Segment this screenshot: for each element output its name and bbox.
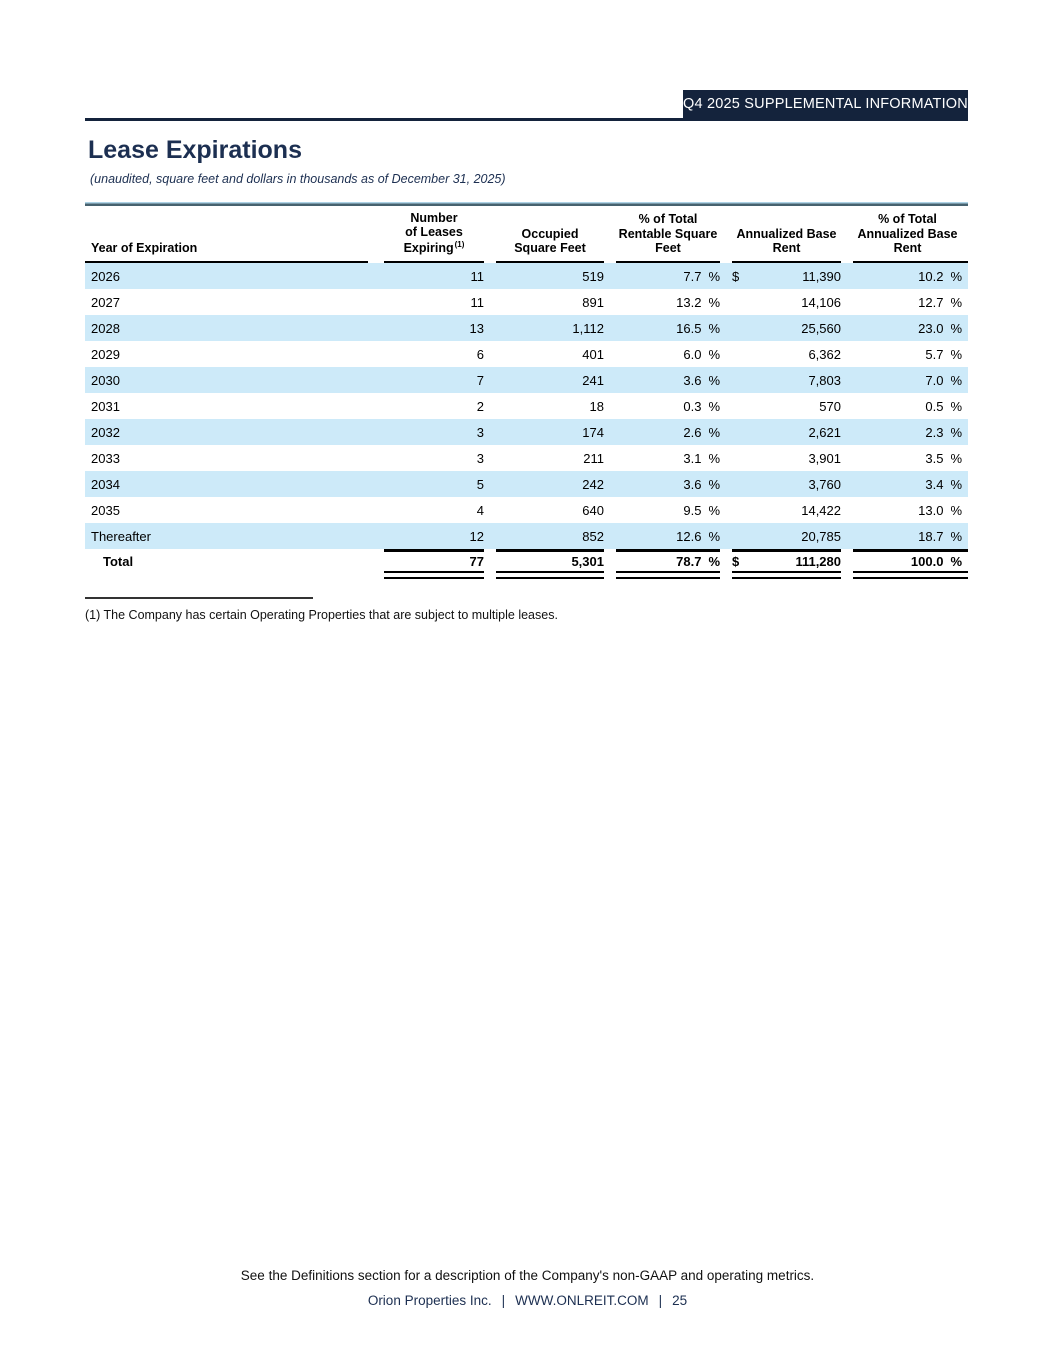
percent-sign: % — [950, 502, 962, 518]
cell-occupied-square-feet: 242 — [582, 476, 604, 492]
cell-annualized-base-rent: 570 — [819, 398, 841, 414]
percent-sign: % — [950, 398, 962, 414]
col-header-occupied_sqft: Occupied Square Feet — [490, 206, 610, 263]
cell-occupied-square-feet: 401 — [582, 346, 604, 362]
footnote: (1) The Company has certain Operating Properties that are subject to multiple leases. — [85, 608, 558, 622]
page-title: Lease Expirations — [88, 136, 302, 164]
cell-pct-annualized-base-rent: 18.7 % — [918, 528, 962, 544]
percent-sign: % — [708, 268, 720, 284]
cell-year: 2031 — [91, 398, 120, 414]
table-row — [85, 263, 968, 289]
table-row — [85, 445, 968, 471]
cell-leases-expiring: 6 — [476, 346, 484, 362]
table-row — [85, 289, 968, 315]
cell-pct-annualized-base-rent: 7.0 % — [925, 372, 962, 388]
footer-company: Orion Properties Inc. — [367, 1293, 492, 1308]
table-total-row — [85, 549, 968, 580]
cell-occupied-square-feet: 519 — [582, 268, 604, 284]
cell-leases-expiring: 2 — [476, 398, 484, 414]
percent-sign: % — [950, 346, 962, 362]
cell-leases-expiring: 5 — [476, 476, 484, 492]
cell-annualized-base-rent: 2,621 — [808, 424, 841, 440]
total-top-rule — [616, 549, 720, 552]
footnote-marker: (1) — [454, 240, 465, 250]
cell-occupied-square-feet: 640 — [582, 502, 604, 518]
percent-sign: % — [708, 320, 720, 336]
percent-sign: % — [708, 528, 720, 544]
cell-annualized-base-rent: 7,803 — [808, 372, 841, 388]
cell-year: 2032 — [91, 424, 120, 440]
percent-sign: % — [708, 346, 720, 362]
percent-sign: % — [708, 372, 720, 388]
table-row — [85, 497, 968, 523]
cell-leases-expiring: 3 — [476, 424, 484, 440]
col-header-annualized_base_rent: Annualized Base Rent — [726, 206, 847, 263]
cell-leases-expiring: 11 — [470, 294, 484, 310]
cell-year: 2026 — [91, 268, 120, 284]
percent-sign: % — [708, 476, 720, 492]
total-top-rule — [384, 549, 484, 552]
cell-annualized-base-rent: 20,785 — [801, 528, 841, 544]
percent-sign: % — [708, 424, 720, 440]
footer-page-number: 25 — [672, 1293, 688, 1308]
table-row — [85, 393, 968, 419]
cell-annualized-base-rent: 14,106 — [801, 294, 841, 310]
cell-pct-annualized-base-rent: 3.5 % — [925, 450, 962, 466]
percent-sign: % — [708, 502, 720, 518]
cell-pct-annualized-base-rent: 3.4 % — [925, 476, 962, 492]
table-row — [85, 315, 968, 341]
total-double-rule — [616, 571, 720, 579]
lease-expirations-table-wrap — [85, 202, 968, 580]
table-body — [85, 263, 968, 580]
table-header — [85, 206, 968, 263]
percent-sign: % — [708, 398, 720, 414]
table-row — [85, 523, 968, 549]
cell-year: 2029 — [91, 346, 120, 362]
col-header-pct_annualized_base_rent: % of Total Annualized Base Rent — [847, 206, 968, 263]
cell-occupied-square-feet: 241 — [582, 372, 604, 388]
cell-annualized-base-rent: 3,901 — [808, 450, 841, 466]
cell-pct-annualized-base-rent: 5.7 % — [925, 346, 962, 362]
cell-annualized-base-rent: 25,560 — [801, 320, 841, 336]
footer-company-line — [0, 1293, 1055, 1308]
cell-leases-expiring: 3 — [476, 450, 484, 466]
cell-leases-expiring: 4 — [476, 502, 484, 518]
cell-pct-annualized-base-rent: 10.2 % — [918, 268, 962, 284]
total-double-rule — [384, 571, 484, 579]
percent-sign: % — [708, 554, 720, 569]
footnote-rule — [85, 597, 313, 599]
total-double-rule — [732, 571, 841, 579]
cell-leases-expiring: 12 — [469, 528, 484, 544]
cell-pct-rentable-square-feet: 9.5 % — [683, 502, 720, 518]
cell-pct-rentable-square-feet: 3.1 % — [683, 450, 720, 466]
cell-year: 2028 — [91, 320, 120, 336]
percent-sign: % — [950, 528, 962, 544]
percent-sign: % — [950, 424, 962, 440]
footer-separator: | — [501, 1293, 506, 1308]
percent-sign: % — [950, 268, 962, 284]
cell-year: 2034 — [91, 476, 120, 492]
cell-year: 2033 — [91, 450, 120, 466]
table-header-row — [85, 206, 968, 263]
percent-sign: % — [950, 294, 962, 310]
cell-pct-rentable-square-feet: 0.3 % — [683, 398, 720, 414]
cell-occupied-square-feet: 174 — [582, 424, 604, 440]
cell-annualized-base-rent: 6,362 — [808, 346, 841, 362]
cell-occupied-square-feet: 1,112 — [572, 320, 604, 336]
percent-sign: % — [950, 450, 962, 466]
cell-year: 2030 — [91, 372, 120, 388]
cell-year: Thereafter — [91, 528, 151, 544]
cell-leases-expiring: 7 — [476, 372, 484, 388]
cell-pct-annualized-base-rent: 12.7 % — [918, 294, 962, 310]
header-rule — [85, 118, 968, 121]
cell-pct-rentable-square-feet: 13.2 % — [676, 294, 720, 310]
col-header-year: Year of Expiration — [85, 206, 378, 263]
footer-url: WWW.ONLREIT.COM — [515, 1293, 649, 1308]
cell-total-annualized-base-rent: $ 111,280 — [726, 549, 847, 580]
cell-occupied-square-feet: 852 — [582, 528, 604, 544]
col-header-leases: Number of Leases Expiring$^{(1)}$ — [378, 206, 490, 263]
cell-pct-annualized-base-rent: 13.0 % — [918, 502, 962, 518]
page-subtitle: (unaudited, square feet and dollars in thousands as of December 31, 2025) — [90, 172, 506, 186]
cell-total-occupied-square-feet: 5,301 — [490, 549, 610, 580]
cell-total-label: Total — [103, 554, 134, 569]
supplemental-info-banner: Q4 2025 SUPPLEMENTAL INFORMATION — [683, 90, 968, 118]
total-top-rule — [853, 549, 968, 552]
cell-leases-expiring: 13 — [469, 320, 484, 336]
cell-total-pct-rentable-square-feet: 78.7 % — [610, 549, 726, 580]
cell-leases-expiring: 11 — [470, 268, 484, 284]
cell-pct-rentable-square-feet: 2.6 % — [683, 424, 720, 440]
cell-occupied-square-feet: 211 — [583, 450, 604, 466]
cell-pct-rentable-square-feet: 7.7 % — [683, 268, 720, 284]
lease-expirations-table — [85, 206, 968, 580]
total-double-rule — [853, 571, 968, 579]
cell-pct-rentable-square-feet: 3.6 % — [683, 476, 720, 492]
footer-definitions-note: See the Definitions section for a description of the Company's non-GAAP and operating metrics. — [240, 1268, 815, 1283]
cell-pct-annualized-base-rent: 23.0 % — [918, 320, 962, 336]
total-top-rule — [732, 549, 841, 552]
cell-year: 2027 — [91, 294, 120, 310]
percent-sign: % — [950, 320, 962, 336]
table-row — [85, 471, 968, 497]
col-header-pct_rentable_sqft: % of Total Rentable Square Feet — [610, 206, 726, 263]
cell-annualized-base-rent: $ 11,390 — [732, 268, 841, 284]
cell-occupied-square-feet: 18 — [589, 398, 604, 414]
cell-pct-rentable-square-feet: 12.6 % — [676, 528, 720, 544]
cell-pct-rentable-square-feet: 3.6 % — [683, 372, 720, 388]
dollar-sign: $ — [732, 554, 740, 569]
cell-pct-rentable-square-feet: 16.5 % — [676, 320, 720, 336]
total-double-rule — [496, 571, 604, 579]
percent-sign: % — [950, 372, 962, 388]
percent-sign: % — [708, 450, 720, 466]
table-row — [85, 341, 968, 367]
cell-annualized-base-rent: 3,760 — [808, 476, 841, 492]
total-top-rule — [496, 549, 604, 552]
footer-separator: | — [658, 1293, 663, 1308]
percent-sign: % — [950, 554, 962, 569]
cell-pct-annualized-base-rent: 2.3 % — [925, 424, 962, 440]
table-row — [85, 367, 968, 393]
cell-annualized-base-rent: 14,422 — [801, 502, 841, 518]
cell-pct-rentable-square-feet: 6.0 % — [683, 346, 720, 362]
percent-sign: % — [708, 294, 720, 310]
dollar-sign: $ — [732, 268, 740, 284]
cell-pct-annualized-base-rent: 0.5 % — [925, 398, 962, 414]
table-row — [85, 419, 968, 445]
cell-occupied-square-feet: 891 — [582, 294, 604, 310]
percent-sign: % — [950, 476, 962, 492]
cell-total-leases: 77 — [378, 549, 490, 580]
cell-total-pct-annualized-base-rent: 100.0 % — [847, 549, 968, 580]
cell-year: 2035 — [91, 502, 120, 518]
